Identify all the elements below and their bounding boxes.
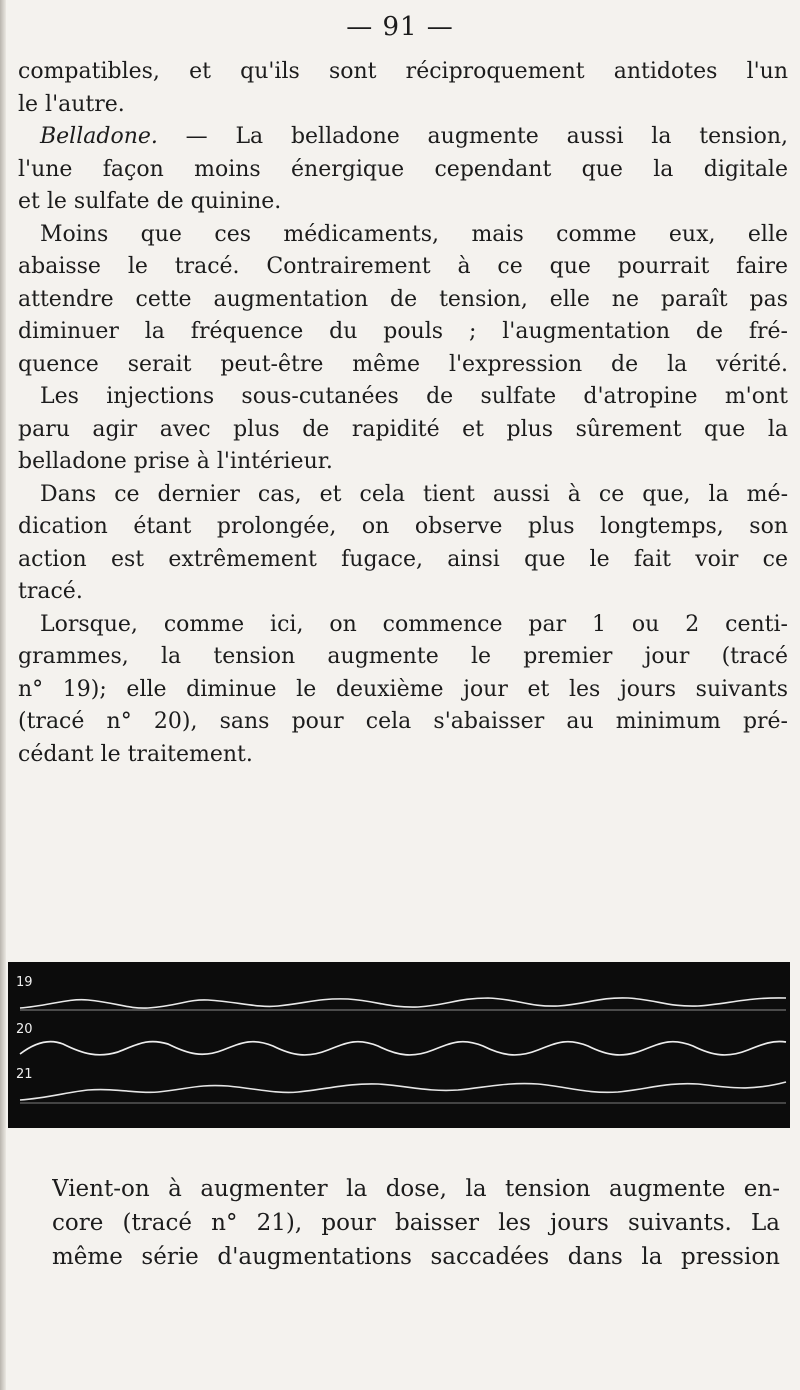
text-line: même série d'augmentations saccadées dans la pression: [52, 1244, 780, 1270]
text-line: paru agir avec plus de rapidité et plus sûrement que la: [18, 416, 788, 442]
pulse-trace-svg: [8, 962, 790, 1128]
trace-label-19: 19: [16, 975, 33, 990]
text-line: dication étant prolongée, on observe plus longtemps, son: [18, 514, 788, 539]
pulse-trace-figure: [8, 962, 790, 1128]
text-line: cédant le traitement.: [18, 741, 253, 767]
text-line: (tracé n° 20), sans pour cela s'abaisser au minimum pré-: [18, 709, 788, 734]
text-line: diminuer la fréquence du pouls ; l'augmentation de fré-: [18, 319, 788, 344]
text-line: core (tracé n° 21), pour baisser les jours suivants. La: [52, 1210, 780, 1236]
text-line: l'une façon moins énergique cependant que la digitale: [18, 156, 788, 182]
trace-label-20: 20: [16, 1022, 33, 1037]
text-line: tracé.: [18, 579, 83, 604]
text-line: abaisse le tracé. Contrairement à ce que pourrait faire: [18, 254, 788, 279]
text-line: et le sulfate de quinine.: [18, 189, 282, 214]
text-line: belladone prise à l'intérieur.: [18, 449, 333, 474]
text-line: attendre cette augmentation de tension, elle ne paraît pas: [18, 286, 788, 312]
text-line: action est extrêmement fugace, ainsi que le fait voir ce: [18, 546, 788, 572]
trace-label-21: 21: [16, 1067, 33, 1082]
continuation-text: [52, 1172, 780, 1274]
text-line: quence serait peut-être même l'expression de la vérité.: [18, 351, 788, 377]
text-line: Vient-on à augmenter la dose, la tension augmente en-: [52, 1176, 780, 1202]
text-line: le l'autre.: [18, 91, 125, 117]
text-line: grammes, la tension augmente le premier jour (tracé: [18, 644, 788, 669]
text-line: Les injections sous-cutanées de sulfate d'atropine m'ont: [40, 384, 788, 409]
text-line: Lorsque, comme ici, on commence par 1 ou 2 centi-: [40, 611, 788, 637]
text-line: n° 19); elle diminue le deuxième jour et les jours suivants: [18, 676, 788, 702]
main-text: [18, 56, 788, 771]
text-line: compatibles, et qu'ils sont réciproquement antidotes l'un: [18, 59, 788, 84]
text-line: Moins que ces médicaments, mais comme eux, elle: [40, 221, 788, 247]
text-line-rest: — La belladone augmente aussi la tension,: [185, 124, 788, 149]
text-line-belladone: [18, 121, 788, 154]
page-number: — 91 —: [346, 12, 454, 42]
section-heading: Belladone.: [40, 124, 158, 149]
text-line: Dans ce dernier cas, et cela tient aussi à ce que, la mé-: [40, 481, 788, 507]
page-binding-edge: [0, 0, 6, 1390]
